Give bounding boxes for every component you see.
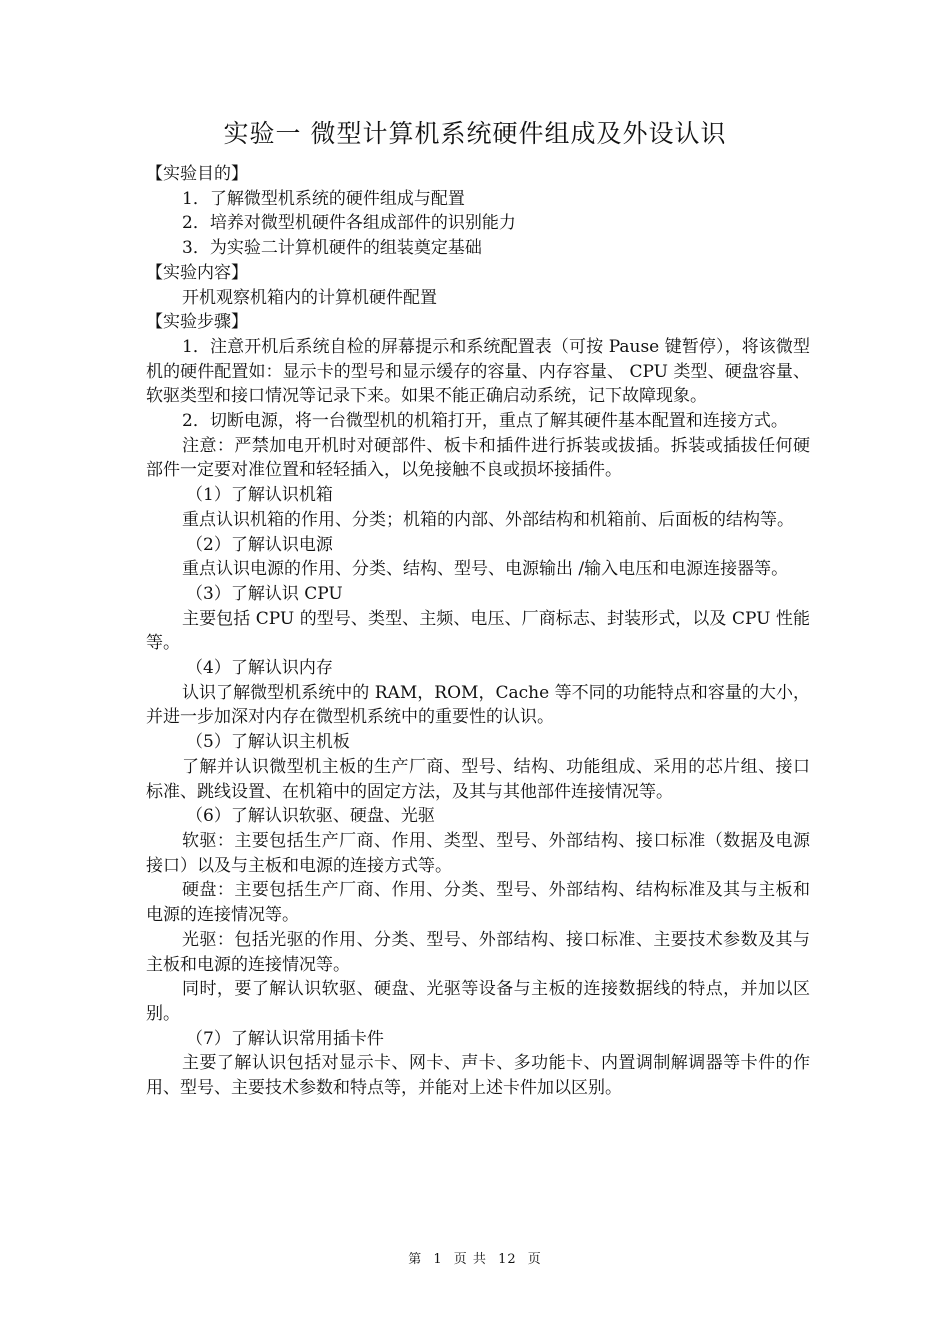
purpose-item-2: 2．培养对微型机硬件各组成部件的识别能力	[182, 213, 516, 234]
item-6-also-paragraph: 同时，要了解认识软驱、硬盘、光驱等设备与主板的连接数据线的特点，并加以区别。	[146, 979, 810, 1024]
item-3-heading: （3）了解认识 CPU	[186, 583, 343, 604]
item-1-heading: （1）了解认识机箱	[186, 485, 333, 506]
note-paragraph: 注意：严禁加电开机时对硬部件、板卡和插件进行拆装或拔插。拆装或插拔任何硬部件一定要对准位置和轻轻插入，以免接触不良或损坏接插件。	[146, 435, 810, 481]
document-body	[146, 162, 810, 1101]
page-footer	[0, 1248, 950, 1267]
purpose-item-3: 3．为实验二计算机硬件的组装奠定基础	[182, 238, 482, 259]
content-text: 开机观察机箱内的计算机硬件配置	[182, 287, 437, 308]
item-6-cdrom-paragraph: 光驱：包括光驱的作用、分类、型号、外部结构、接口标准、主要技术参数及其与主板和电源的连接情况等。	[146, 929, 810, 975]
footer-mid: 页 共	[453, 1252, 487, 1267]
item-7-paragraph: 主要了解认识包括对显示卡、网卡、声卡、多功能卡、内置调制解调器等卡件的作用、型号、主要技术参数和特点等，并能对上述卡件加以区别。	[146, 1053, 810, 1099]
item-5-heading: （5）了解认识主机板	[186, 732, 350, 753]
item-6-hdd-paragraph: 硬盘：主要包括生产厂商、作用、分类、型号、外部结构、结构标准及其与主板和电源的连接情况等。	[146, 880, 810, 926]
item-4-paragraph: 认识了解微型机系统中的 RAM，ROM，Cache 等不同的功能特点和容量的大小，并进一步加深对内存在微型机系统中的重要性的认识。	[146, 682, 810, 728]
purpose-item-1: 1．了解微型机系统的硬件组成与配置	[182, 188, 465, 209]
item-3-paragraph: 主要包括 CPU 的型号、类型、主频、电压、厂商标志、封装形式，以及 CPU 性能等。	[146, 608, 810, 654]
item-2-heading: （2）了解认识电源	[186, 534, 333, 555]
footer-page-number: 1	[433, 1252, 443, 1267]
section-heading-content: 【实验内容】	[146, 262, 248, 283]
item-4-heading: （4）了解认识内存	[186, 658, 333, 679]
step-2-paragraph: 2．切断电源，将一台微型机的机箱打开，重点了解其硬件基本配置和连接方式。	[182, 411, 788, 432]
item-1-paragraph: 重点认识机箱的作用、分类；机箱的内部、外部结构和机箱前、后面板的结构等。	[182, 509, 794, 530]
document-title: 实验一 微型计算机系统硬件组成及外设认识	[223, 119, 727, 148]
section-heading-purpose: 【实验目的】	[146, 164, 248, 184]
item-2-paragraph: 重点认识电源的作用、分类、结构、型号、电源输出 /输入电压和电源连接器等。	[182, 559, 789, 580]
item-7-heading: （7）了解认识常用插卡件	[186, 1028, 384, 1049]
step-1-paragraph: 1．注意开机后系统自检的屏幕提示和系统配置表（可按 Pause 键暂停），将该微型机的硬件配置如：显示卡的型号和显示缓存的容量、内存容量、 CPU 类型、硬盘容量、软驱类型和接口情况等记录下来。如果不能正确启动系统，记下故障现象。	[146, 336, 810, 407]
section-heading-steps: 【实验步骤】	[146, 312, 248, 333]
footer-total-pages: 12	[498, 1252, 517, 1267]
footer-suffix: 页	[527, 1252, 542, 1267]
footer-prefix: 第	[408, 1252, 423, 1267]
item-5-paragraph: 了解并认识微型机主板的生产厂商、型号、结构、功能组成、采用的芯片组、接口标准、跳线设置、在机箱中的固定方法，及其与其他部件连接情况等。	[146, 756, 810, 802]
item-6-floppy-paragraph: 软驱：主要包括生产厂商、作用、类型、型号、外部结构、接口标准（数据及电源接口）以及与主板和电源的连接方式等。	[146, 830, 810, 876]
item-6-heading: （6）了解认识软驱、硬盘、光驱	[186, 806, 435, 827]
